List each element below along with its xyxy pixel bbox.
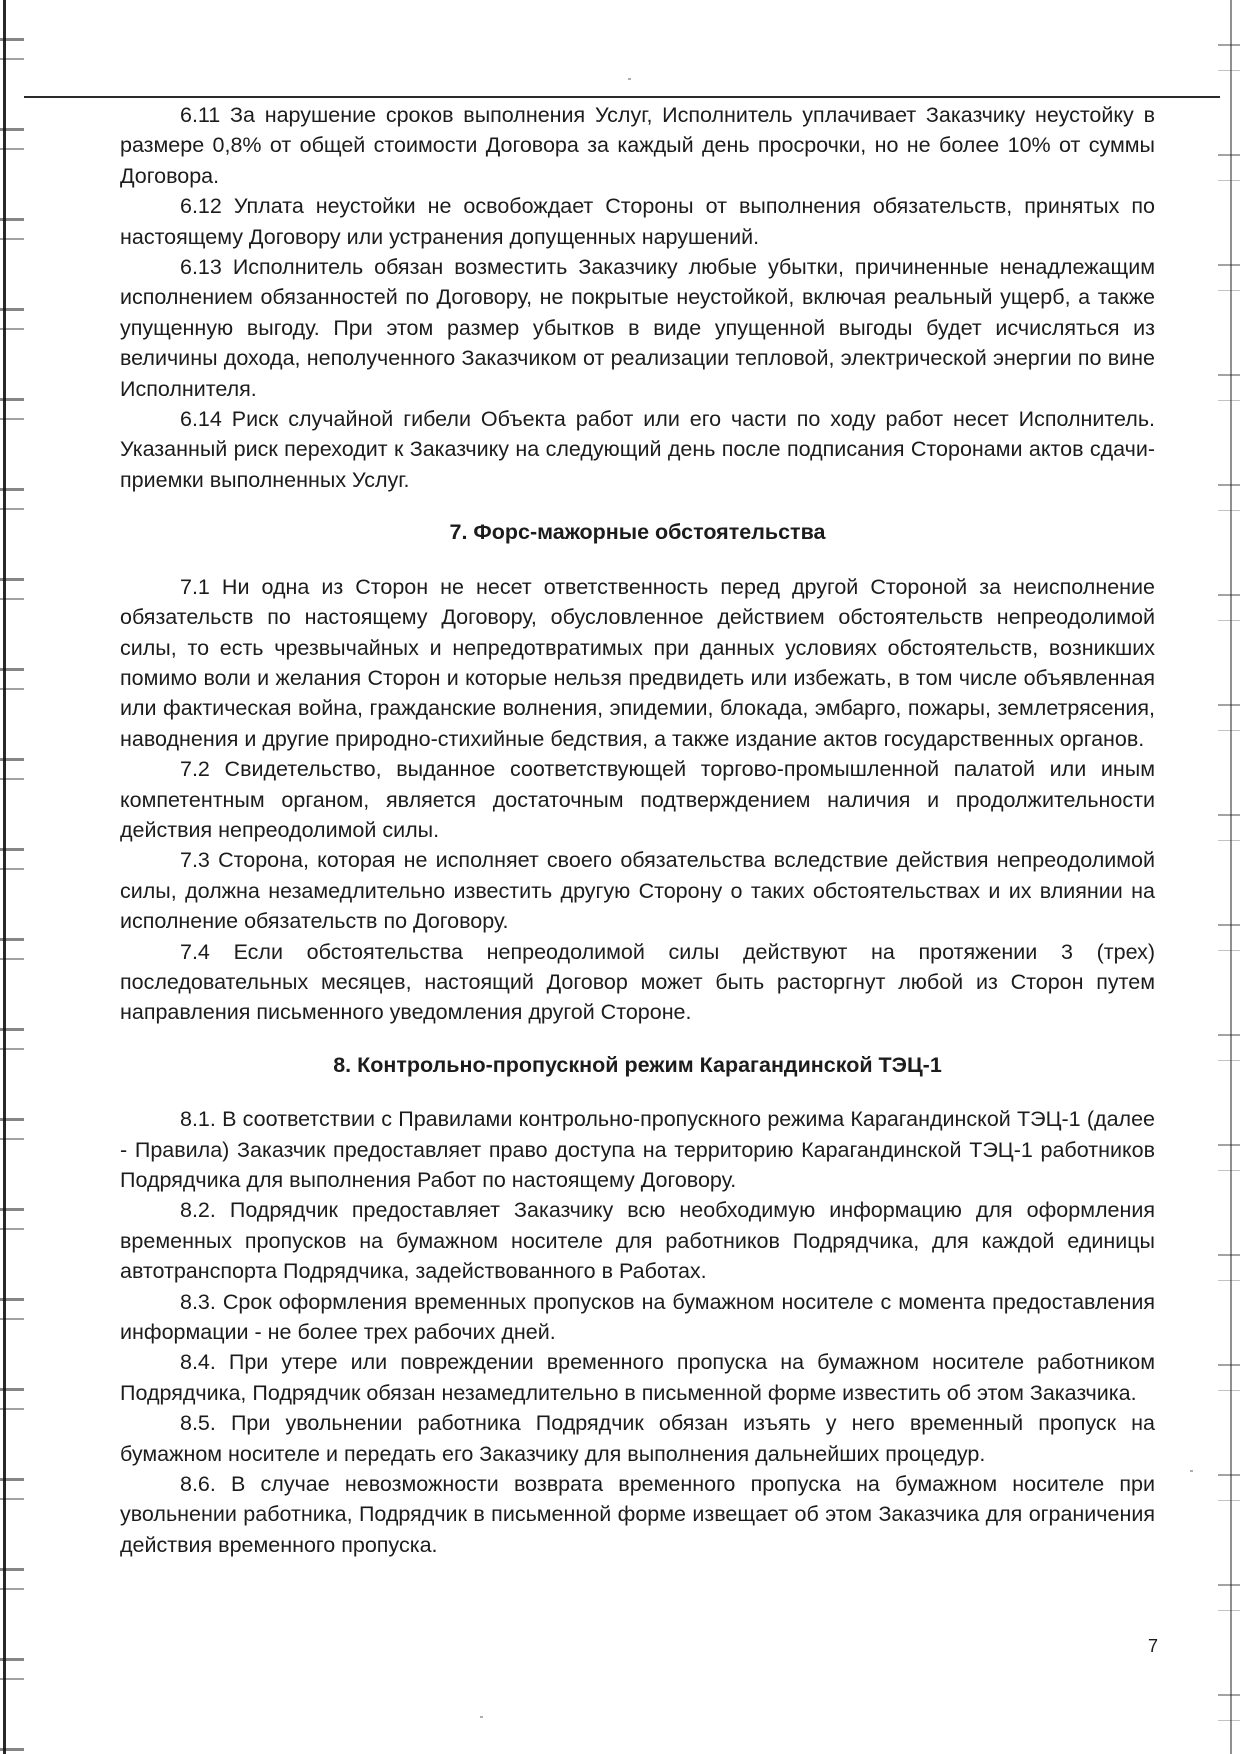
section-8-title: 8. Контрольно-пропускной режим Карагандинской ТЭЦ-1 bbox=[333, 1052, 942, 1077]
paragraph-6-14: 6.14 Риск случайной гибели Объекта работ или его части по ходу работ несет Исполнитель. Указанный риск переходит к Заказчику на следующий день после подписания Сторонами актов сдачи-приемки выполненных Услуг. bbox=[120, 407, 1155, 492]
paragraph-6-11: 6.11 За нарушение сроков выполнения Услуг, Исполнитель уплачивает Заказчику неустойку в размере 0,8% от общей стоимости Договора за каждый день просрочки, но не более 10% от суммы Договора. bbox=[120, 103, 1155, 188]
paragraph-8-5: 8.5. При увольнении работника Подрядчик обязан изъять у него временный пропуск на бумажном носителе и передать его Заказчику для выполнения дальнейших процедур. bbox=[120, 1411, 1155, 1466]
paragraph-6-12: 6.12 Уплата неустойки не освобождает Стороны от выполнения обязательств, принятых по настоящему Договору или устранения допущенных нарушений. bbox=[120, 194, 1155, 249]
paragraph-8-2: 8.2. Подрядчик предоставляет Заказчику всю необходимую информацию для оформления временных пропусков на бумажном носителе для работников Подрядчика, для каждой единицы автотранспорта Подрядчика, задействованного в Работах. bbox=[120, 1198, 1155, 1284]
paragraph-7-3: 7.3 Сторона, которая не исполняет своего обязательства вследствие действия непреодолимой силы, должна незамедлительно известить другую Сторону о таких обстоятельствах и их влиянии на исполнение обязательств по Договору. bbox=[120, 848, 1155, 934]
scan-speck bbox=[480, 1716, 483, 1718]
paragraph-8-6: 8.6. В случае невозможности возврата временного пропуска на бумажном носителе при увольнении работника, Подрядчик в письменной форме извещает об этом Заказчика для ограничения действия временного пропуска. bbox=[120, 1472, 1155, 1557]
section-7-title: 7. Форс-мажорные обстоятельства bbox=[449, 520, 826, 545]
paragraph-8-3: 8.3. Срок оформления временных пропусков на бумажном носителе с момента предоставления информации - не более трех рабочих дней. bbox=[120, 1289, 1155, 1345]
scan-edge-right bbox=[1218, 0, 1240, 1754]
paragraph-6-13: 6.13 Исполнитель обязан возместить Заказчику любые убытки, причиненные ненадлежащим исполнением обязанностей по Договору, не покрытые неустойкой, включая реальный ущерб, а также упущенную выгоду. При этом размер убытков в виде упущенной выгоды будет исчисляться из величины дохода, неполученного Заказчиком от реализации тепловой, электрической энергии по вине Исполнителя. bbox=[120, 255, 1155, 401]
scan-edge-right-line bbox=[1230, 0, 1232, 1754]
paragraph-8-4: 8.4. При утере или повреждении временного пропуска на бумажном носителе работником Подрядчика, Подрядчик обязан незамедлительно в письменной форме известить об этом Заказчика. bbox=[120, 1350, 1155, 1405]
document-page bbox=[120, 100, 1155, 1560]
scan-speck bbox=[628, 78, 631, 80]
paragraph-8-1: 8.1. В соответствии с Правилами контрольно-пропускного режима Карагандинской ТЭЦ-1 (далее - Правила) Заказчик предоставляет право доступа на территорию Карагандинской ТЭЦ-1 работников Подрядчика для выполнения Работ по настоящему Договору. bbox=[120, 1107, 1155, 1192]
paragraph-7-4: 7.4 Если обстоятельства непреодолимой силы действуют на протяжении 3 (трех) последовательных месяцев, настоящий Договор может быть расторгнут любой из Сторон путем направления письменного уведомления другой Стороне. bbox=[120, 939, 1155, 1025]
page-number: 7 bbox=[1148, 1636, 1159, 1656]
paragraph-7-1: 7.1 Ни одна из Сторон не несет ответственность перед другой Стороной за неисполнение обязательств по настоящему Договору, обусловленное действием обстоятельств непреодолимой силы, то есть чрезвычайных и непредотвратимых при данных условиях обстоятельств, возникших помимо воли и желания Сторон и которые нельзя предвидеть или избежать, в том числе объявленная или фактическая война, гражданские волнения, эпидемии, блокада, эмбарго, пожары, землетрясения, наводнения и другие природно-стихийные бедствия, а также издание актов государственных органов. bbox=[120, 574, 1155, 751]
paragraph-7-2: 7.2 Свидетельство, выданное соответствующей торгово-промышленной палатой или иным компетентным органом, является достаточным подтверждением наличия и продолжительности действия непреодолимой силы. bbox=[120, 757, 1155, 842]
scan-edge-left-line bbox=[3, 0, 6, 1754]
top-rule bbox=[24, 96, 1220, 98]
scan-speck bbox=[1190, 1470, 1193, 1472]
